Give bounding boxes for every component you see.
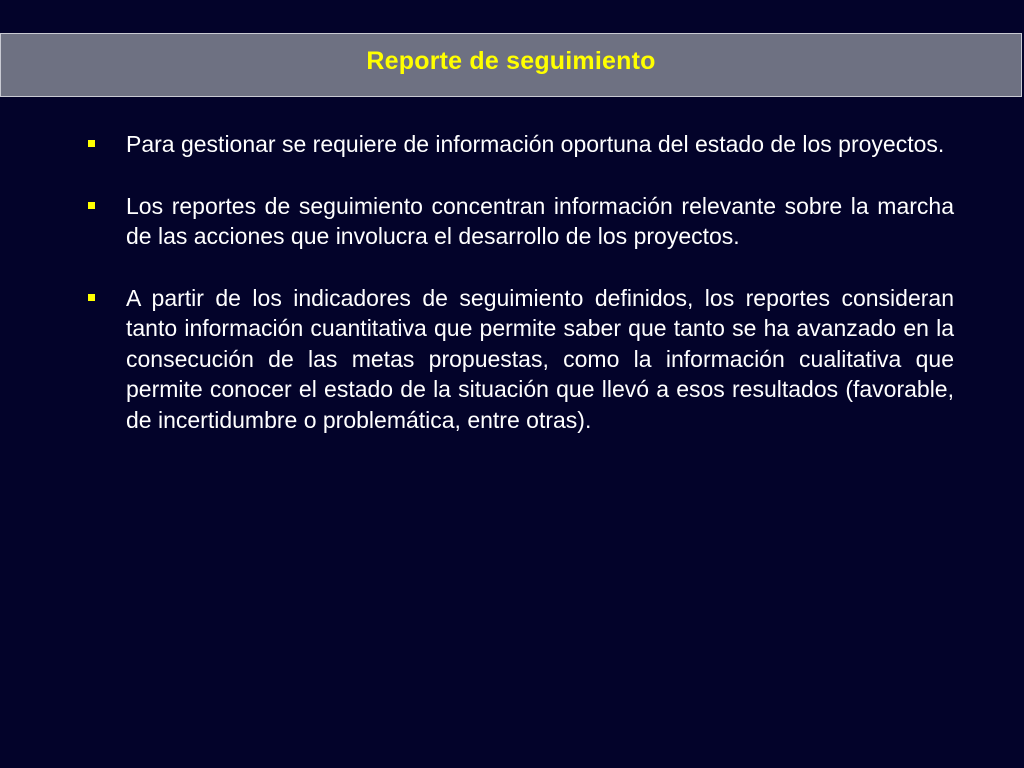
bullet-item-1 (88, 129, 954, 160)
slide-title: Reporte de seguimiento (366, 46, 656, 75)
bullet-text-1: Para gestionar se requiere de información oportuna del estado de los proyectos. (126, 131, 945, 157)
bullet-text-2: Los reportes de seguimiento concentran información relevante sobre la marcha de las acciones que involucra el desarrollo de los proyectos. (126, 192, 954, 249)
bullet-item-3 (88, 283, 954, 436)
bullet-text-3: A partir de los indicadores de seguimiento definidos, los reportes consideran tanto información cuantitativa que permite saber que tanto se ha avanzado en la consecución de las metas propuestas, como la información cualitativa que permite conocer el estado de la situación que llevó a esos resultados (favorable, de incertidumbre o problemática, entre otras). (126, 284, 954, 433)
title-bar (0, 33, 1022, 97)
bullet-list (88, 129, 954, 466)
bullet-item-2 (88, 191, 954, 252)
square-bullet-icon (88, 191, 126, 221)
square-bullet-icon (88, 283, 126, 313)
square-bullet-icon (88, 129, 126, 159)
